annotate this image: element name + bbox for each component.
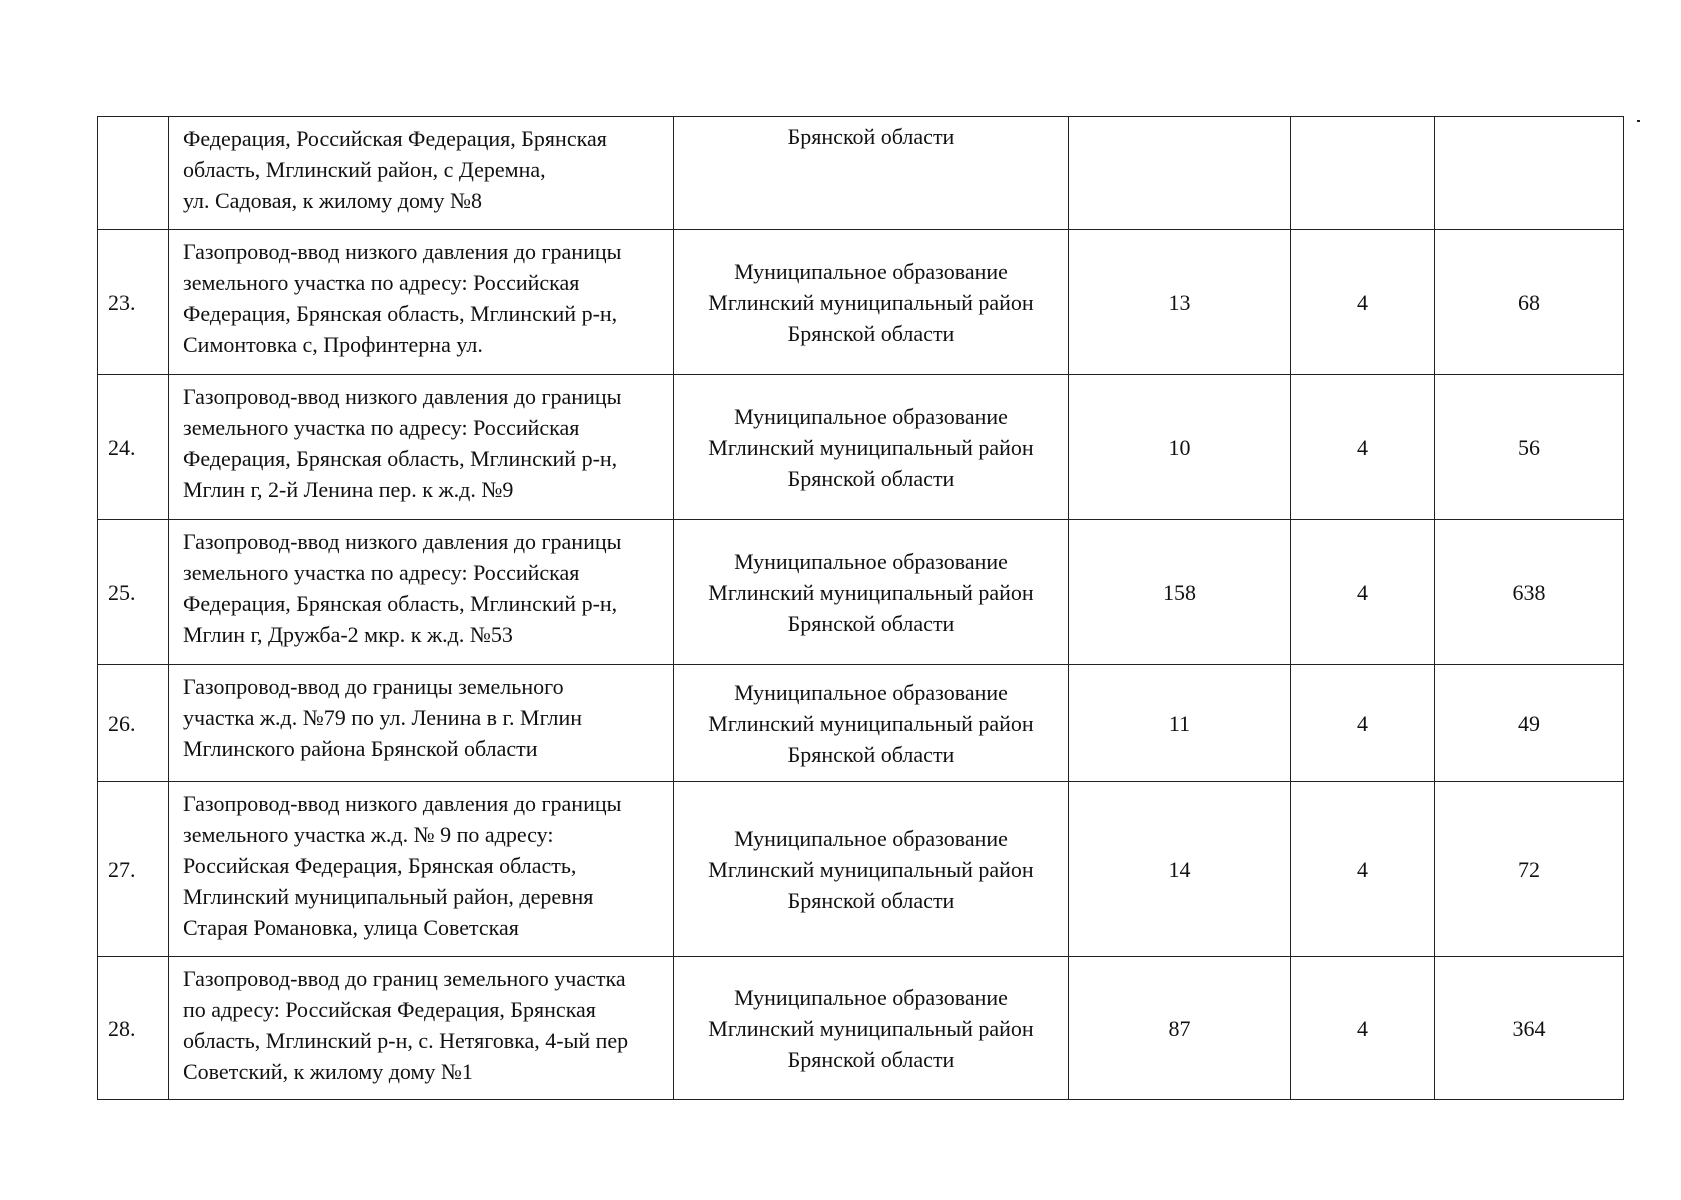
owner-cell [674,782,1069,957]
owner-cell [674,375,1069,520]
row-number [98,117,169,230]
value-1: 13 [1069,230,1291,375]
description-line: земельного участка по адресу: Российская [183,270,580,295]
value-3: 68 [1435,230,1624,375]
owner-line: Муниципальное образование [734,679,1008,705]
owner-line: Мглинский муниципальный район [708,434,1034,460]
owner-cell [674,520,1069,665]
owner-line: Брянской области [787,465,955,491]
owner-line: Мглинский муниципальный район [708,710,1034,736]
value-1: 87 [1069,957,1291,1100]
row-number: 23. [98,230,169,375]
owner-line: Муниципальное образование [734,984,1008,1010]
description-line: Газопровод-ввод до границы земельного [183,674,564,699]
description-line: Газопровод-ввод низкого давления до границы [183,529,622,554]
description-line: Газопровод-ввод до границ земельного участка [183,966,626,991]
row-number: 27. [98,782,169,957]
owner-line: Брянской области [787,610,955,636]
value-1: 10 [1069,375,1291,520]
description-line: Советский, к жилому дому №1 [183,1059,473,1084]
object-description [169,782,674,957]
description-line: Газопровод-ввод низкого давления до границы [183,239,622,264]
object-description [169,230,674,375]
table-row [98,520,1624,665]
owner-line: Мглинский муниципальный район [708,856,1034,882]
row-number: 26. [98,665,169,782]
table-row [98,782,1624,957]
value-3: 638 [1435,520,1624,665]
description-line: Симонтовка с, Профинтерна ул. [183,332,483,357]
description-line: земельного участка по адресу: Российская [183,560,580,585]
value-3: 49 [1435,665,1624,782]
owner-cell [674,665,1069,782]
owner-cell [674,957,1069,1100]
owner-line: Брянской области [787,320,955,346]
description-line: участка ж.д. №79 по ул. Ленина в г. Мглин [183,705,583,730]
description-line: Мглинского района Брянской области [183,736,538,761]
object-description [169,520,674,665]
description-line: область, Мглинский р-н, с. Нетяговка, 4-ый пер [183,1028,629,1053]
value-2: 4 [1291,665,1435,782]
value-1: 158 [1069,520,1291,665]
owner-line: Муниципальное образование [734,403,1008,429]
description-line: Мглин г, 2-й Ленина пер. к ж.д. №9 [183,477,514,502]
value-1: 11 [1069,665,1291,782]
value-3: 364 [1435,957,1624,1100]
value-2: 4 [1291,230,1435,375]
description-line: Федерация, Брянская область, Мглинский р-н, [183,446,618,471]
description-line: Газопровод-ввод низкого давления до границы [183,791,622,816]
value-2: 4 [1291,520,1435,665]
owner-line: Муниципальное образование [734,825,1008,851]
value-2 [1291,117,1435,230]
owner-line: Брянской области [787,741,955,767]
value-1: 14 [1069,782,1291,957]
row-number: 28. [98,957,169,1100]
description-line: земельного участка ж.д. № 9 по адресу: [183,822,554,847]
description-line: Федерация, Брянская область, Мглинский р-н, [183,301,618,326]
object-description [169,375,674,520]
owner-line: Брянской области [787,1046,955,1072]
value-2: 4 [1291,957,1435,1100]
table-row [98,117,1624,230]
owner-line: Мглинский муниципальный район [708,579,1034,605]
description-line: земельного участка по адресу: Российская [183,415,580,440]
owner-cell [674,117,1069,230]
owner-cell [674,230,1069,375]
description-line: Газопровод-ввод низкого давления до границы [183,384,622,409]
table-row [98,375,1624,520]
row-number: 25. [98,520,169,665]
description-line: Российская Федерация, Брянская область, [183,853,577,878]
value-2: 4 [1291,375,1435,520]
owner-line: Брянской области [787,887,955,913]
page-mark [1637,120,1640,122]
object-description [169,117,674,230]
table-row [98,230,1624,375]
description-line: Федерация, Брянская область, Мглинский р-н, [183,591,618,616]
description-line: Федерация, Российская Федерация, Брянская [183,126,607,151]
value-3: 56 [1435,375,1624,520]
owner-line: Муниципальное образование [734,258,1008,284]
description-line: Мглинский муниципальный район, деревня [183,884,594,909]
owner-line: Мглинский муниципальный район [708,1015,1034,1041]
value-1 [1069,117,1291,230]
row-number: 24. [98,375,169,520]
value-2: 4 [1291,782,1435,957]
owner-line: Муниципальное образование [734,548,1008,574]
object-description [169,957,674,1100]
owner-line: Мглинский муниципальный район [708,289,1034,315]
gas-pipeline-table [97,116,1624,1100]
description-line: Старая Романовка, улица Советская [183,915,519,940]
value-3: 72 [1435,782,1624,957]
table-row [98,957,1624,1100]
object-description [169,665,674,782]
description-line: ул. Садовая, к жилому дому №8 [183,188,482,213]
description-line: область, Мглинский район, с Деремна, [183,157,546,182]
description-line: Мглин г, Дружба-2 мкр. к ж.д. №53 [183,622,513,647]
table-row [98,665,1624,782]
value-3 [1435,117,1624,230]
owner-line: Брянской области [787,124,955,149]
description-line: по адресу: Российская Федерация, Брянская [183,997,596,1022]
